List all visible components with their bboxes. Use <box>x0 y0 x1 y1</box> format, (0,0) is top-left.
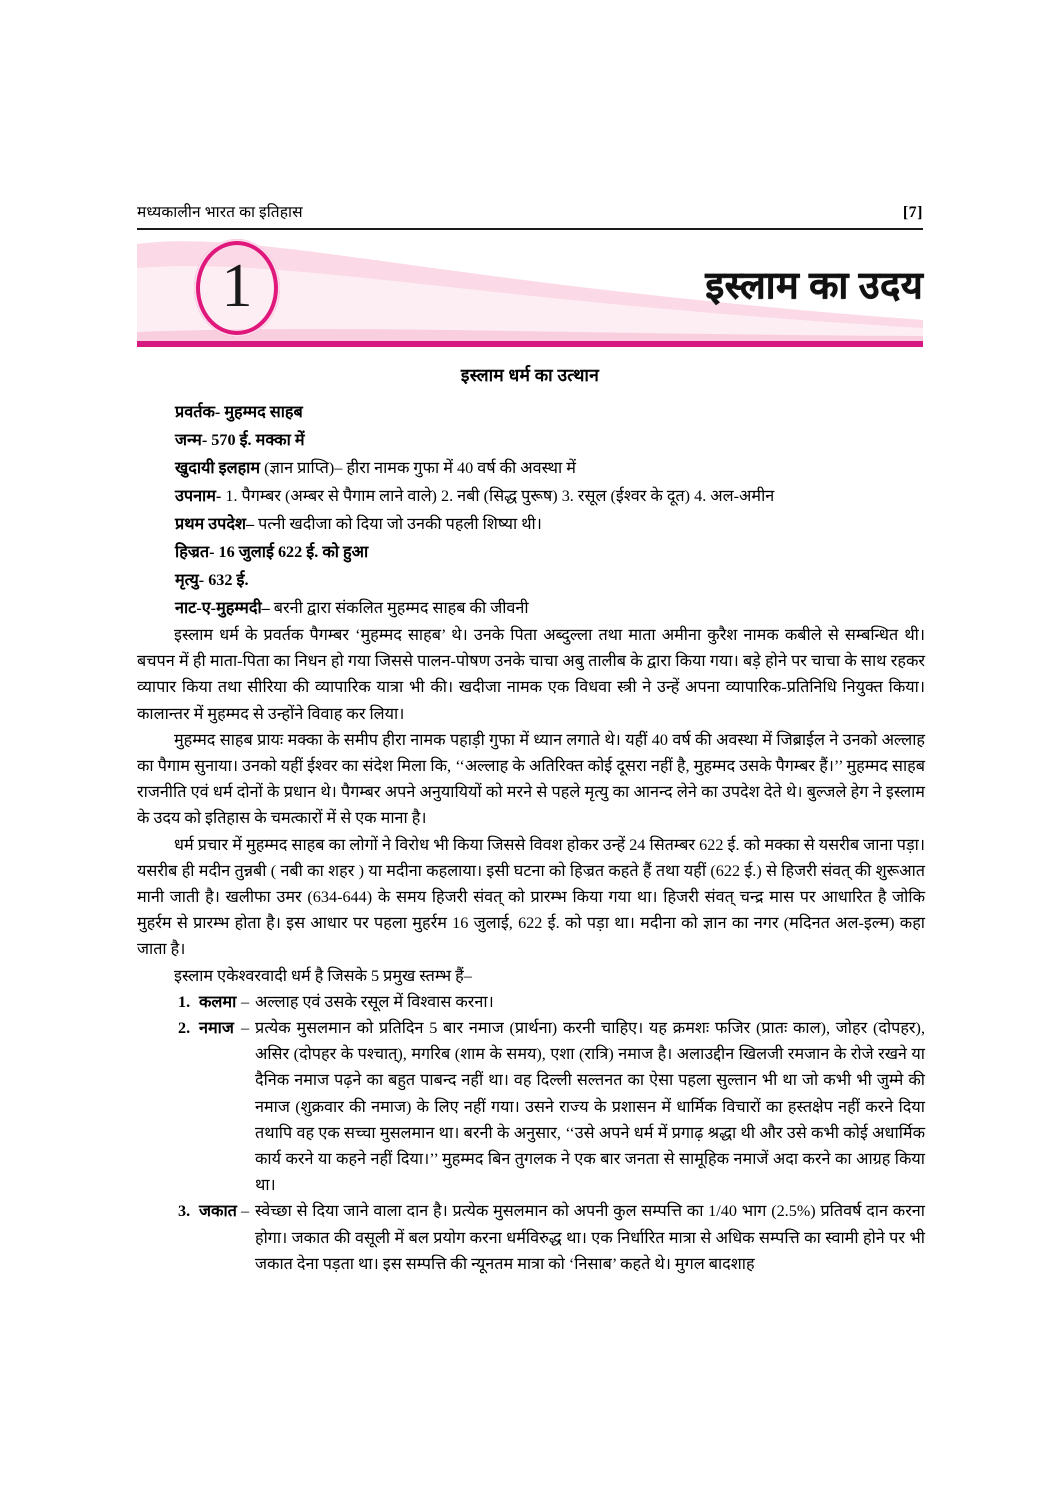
body-paragraph: धर्म प्रचार में मुहम्मद साहब का लोगों ने विरोध भी किया जिससे विवश होकर उन्हें 24 सितम्बर 622 ई. को मक्का से यसरीब जाना पड़ा। यसरीब ही मदीन तुन्नबी ( नबी का शहर ) या मदीना कहलाया। इसी घटना को हिज्रत कहते हैं तथा यहीं (622 ई.) से हिजरी संवत् की शुरूआत मानी जाती है। खलीफा उमर (634-644) के समय हिजरी संवत् को प्रारम्भ किया गया था। हिजरी संवत् चन्द्र मास पर आधारित है जोकि मुहर्रम से प्रारम्भ होता है। इस आधार पर पहला मुहर्रम 16 जुलाई, 622 ई. को पड़ा था। मदीना को ज्ञान का नगर (मदिनत अल-इल्म) कहा जाता है। <box>137 835 925 959</box>
definition-row <box>137 538 925 566</box>
pillar-text: अल्लाह एवं उसके रसूल में विश्वास करना। <box>255 992 494 1011</box>
pillar-number: 3. <box>178 1202 191 1221</box>
body-paragraph: मुहम्मद साहब प्रायः मक्का के समीप हीरा नामक पहाड़ी गुफा में ध्यान लगाते थे। यहीं 40 वर्ष की अवस्था में जिब्राईल ने उनको अल्लाह का पैगाम सुनाया। उनको यहीं ईश्वर का संदेश मिला कि, ‘‘अल्लाह के अतिरिक्त कोई दूसरा नहीं है, मुहम्मद उसके पैगम्बर हैं।’’ मुहम्मद साहब राजनीति एवं धर्म दोनों के प्रधान थे। पैगम्बर अपने अनुयायियों को मरने से पहले मृत्यु का आनन्द लेने का उपदेश देते थे। बुल्जले हेग ने इस्लाम के उदय को इतिहास के चमत्कारों में से एक माना है। <box>137 730 925 828</box>
definition-value: 632 ई. <box>204 571 249 589</box>
pillars-list <box>137 989 925 1277</box>
pillar-number: 1. <box>178 992 191 1011</box>
definition-value: (ज्ञान प्राप्ति)– हीरा नामक गुफा में 40 वर्ष की अवस्था में <box>260 459 576 477</box>
page-content <box>137 398 925 1277</box>
chapter-number-badge <box>194 239 280 337</box>
definition-value: मुहम्मद साहब <box>220 403 303 421</box>
definition-row <box>137 398 925 426</box>
pillar-term: जकात <box>199 1202 237 1221</box>
pillar-item <box>137 989 925 1015</box>
pillar-term: कलमा <box>199 992 237 1011</box>
definition-term: उपनाम- <box>175 487 222 505</box>
definition-term: मृत्यु- <box>175 571 205 589</box>
pillar-item <box>137 1198 925 1277</box>
chapter-number: 1 <box>221 252 253 320</box>
header-rule <box>137 228 923 230</box>
definition-row <box>137 594 925 622</box>
definition-value: पत्नी खदीजा को दिया जो उनकी पहली शिष्या थी। <box>254 515 542 533</box>
definition-term: प्रवर्तक- <box>175 403 221 421</box>
definition-row <box>137 454 925 482</box>
definition-value: 1. पैगम्बर (अम्बर से पैगाम लाने वाले) 2. नबी (सिद्ध पुरूष) 3. रसूल (ईश्वर के दूत) 4. अल-अमीन <box>221 487 775 505</box>
pillars-intro: इस्लाम एकेश्वरवादी धर्म है जिसके 5 प्रमुख स्तम्भ हैं– <box>174 966 472 985</box>
chapter-title: इस्लाम का उदय <box>705 265 923 307</box>
running-header <box>137 200 923 222</box>
definition-term: प्रथम उपदेश– <box>175 515 255 533</box>
pillar-item <box>137 1015 925 1198</box>
pillar-term: नमाज <box>199 1019 234 1038</box>
body-paragraph: इस्लाम धर्म के प्रवर्तक पैगम्बर ‘मुहम्मद साहब’ थे। उनके पिता अब्दुल्ला तथा माता अमीना कुरैश नामक कबीले से सम्बन्धित थी। बचपन में ही माता-पिता का निधन हो गया जिससे पालन-पोषण उनके चाचा अबु तालीब के द्वारा किया गया। बड़े होने पर चाचा के साथ रहकर व्यापार किया तथा सीरिया की व्यापारिक यात्रा भी की। खदीजा नामक एक विधवा स्त्री ने उन्हें अपना व्यापारिक-प्रतिनिधि नियुक्त किया। कालान्तर में मुहम्मद से उन्होंने विवाह कर लिया। <box>137 626 925 723</box>
definition-row <box>137 482 925 510</box>
definition-term: जन्म- <box>175 431 208 449</box>
page-number: [7] <box>902 204 923 221</box>
pillar-dash: – <box>241 1202 250 1221</box>
definition-term: नाट-ए-मुहम्मदी– <box>175 599 270 617</box>
section-heading: इस्लाम धर्म का उत्थान <box>460 365 600 385</box>
pillar-text: स्वेच्छा से दिया जाने वाला दान है। प्रत्येक मुसलमान को अपनी कुल सम्पत्ति का 1/40 भाग (2.5%) प्रतिवर्ष दान करना होगा। जकात की वसूली में बल प्रयोग करना धर्मविरुद्ध था। एक निर्धारित मात्रा से अधिक सम्पत्ति का स्वामी होने पर भी जकात देना पड़ता था। इस सम्पत्ति की न्यूनतम मात्रा को ‘निसाब’ कहते थे। मुगल बादशाह <box>255 1202 925 1273</box>
pillar-number: 2. <box>178 1019 191 1038</box>
book-title: मध्यकालीन भारत का इतिहास <box>137 204 303 221</box>
definition-row <box>137 566 925 594</box>
pillar-text: प्रत्येक मुसलमान को प्रतिदिन 5 बार नमाज (प्रार्थना) करनी चाहिए। यह क्रमशः फजिर (प्रातः काल), जोहर (दोपहर), असिर (दोपहर के पश्चात्), मगरिब (शाम के समय), एशा (रात्रि) नमाज है। अलाउद्दीन खिलजी रमजान के रोजे रखने या दैनिक नमाज पढ़ने का बहुत पाबन्द नहीं था। वह दिल्ली सल्तनत का ऐसा पहला सुल्तान भी था जो कभी भी जुम्मे की नमाज (शुक्रवार की नमाज) के लिए नहीं गया। उसने राज्य के प्रशासन में धार्मिक विचारों का हस्तक्षेप नहीं करने दिया तथापि वह एक सच्चा मुसलमान था। बरनी के अनुसार, ‘‘उसे अपने धर्म में प्रगाढ़ श्रद्धा थी और उसे कभी कोई अधार्मिक कार्य करने या कहने नहीं दिया।’’ मुहम्मद बिन तुगलक ने एक बार जनता से सामूहिक नमाजें अदा करने का आग्रह किया था। <box>255 1019 926 1195</box>
definition-term: हिज्रत- <box>175 543 215 561</box>
definition-list <box>137 398 925 622</box>
definition-term: खुदायी इलहाम <box>175 459 261 477</box>
banner-bottom-rule <box>137 341 923 347</box>
definition-row <box>137 510 925 538</box>
pillar-dash: – <box>241 1019 250 1038</box>
pillar-dash: – <box>241 992 250 1011</box>
definition-value: 570 ई. मक्का में <box>207 431 305 449</box>
paragraph-block <box>137 622 925 963</box>
definition-row <box>137 426 925 454</box>
definition-value: 16 जुलाई 622 ई. को हुआ <box>214 543 369 561</box>
definition-value: बरनी द्वारा संकलित मुहम्मद साहब की जीवनी <box>269 599 529 617</box>
